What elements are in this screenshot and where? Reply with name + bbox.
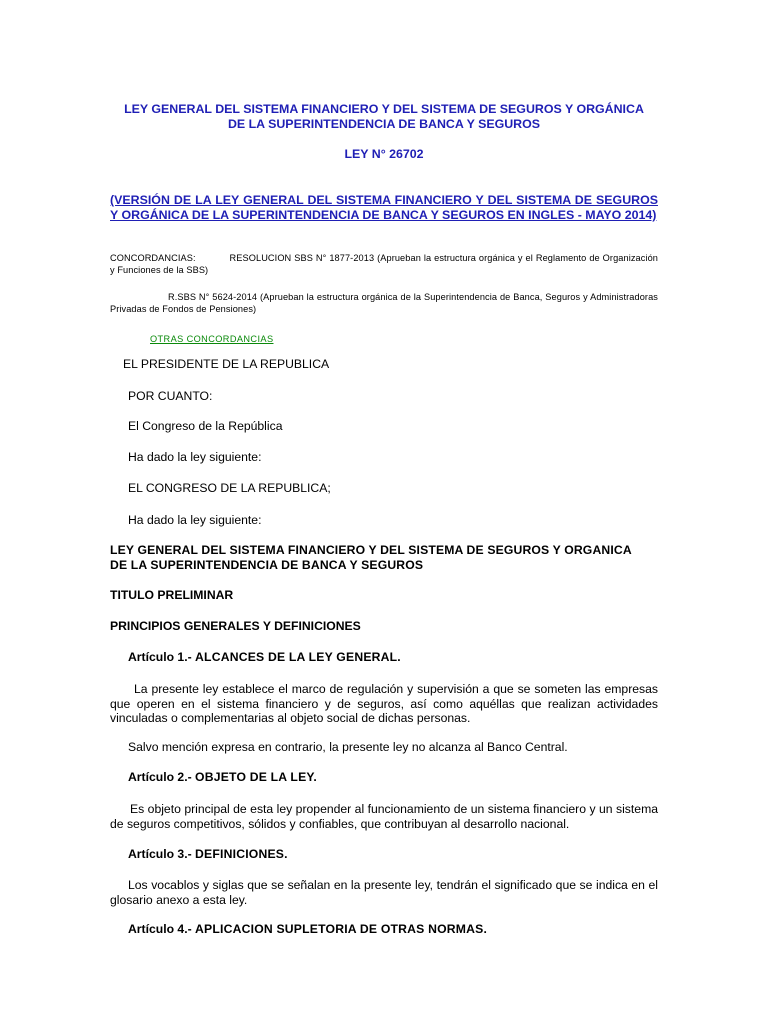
article-1-title: ALCANCES DE LA LEY GENERAL.: [195, 650, 401, 664]
article-4-heading: [128, 922, 676, 937]
law-heading-line2: DE LA SUPERINTENDENCIA DE BANCA Y SEGUROS: [110, 557, 424, 572]
article-1-paragraph-2: Salvo mención expresa en contrario, la presente ley no alcanza al Banco Central.: [128, 740, 568, 754]
concordancia-1: RESOLUCION SBS N° 1877-2013 (Aprueban la estructura orgánica y el Reglamento de Organización y Funciones de la SBS): [110, 253, 659, 275]
article-2-label: Artículo 2.-: [128, 770, 192, 784]
version-english-link[interactable]: (VERSIÓN DE LA LEY GENERAL DEL SISTEMA FINANCIERO Y DEL SISTEMA DE SEGUROS Y ORGÁNICA DE LA SUPERINTENDENCIA DE BANCA Y SEGUROS EN INGLES - MAYO 2014): [110, 193, 658, 222]
concordancia-2-block: [110, 292, 658, 315]
concordancias-block: [110, 253, 658, 276]
principios-heading: PRINCIPIOS GENERALES Y DEFINICIONES: [110, 619, 361, 633]
article-1-label: Artículo 1.-: [128, 650, 192, 664]
article-1-heading: [128, 650, 676, 665]
article-4-label: Artículo 4.-: [128, 922, 192, 936]
article-3-paragraph-1: Los vocablos y siglas que se señalan en la presente ley, tendrán el significado que se indica en el glosario anexo a esta ley.: [110, 878, 658, 907]
presidente-line: EL PRESIDENTE DE LA REPUBLICA: [123, 357, 330, 371]
concordancias-label: CONCORDANCIAS:: [110, 253, 196, 263]
document-title-line1: LEY GENERAL DEL SISTEMA FINANCIERO Y DEL SISTEMA DE SEGUROS Y ORGÁNICA: [124, 102, 644, 116]
congreso-caps: EL CONGRESO DE LA REPUBLICA;: [128, 481, 331, 495]
congreso-republica: El Congreso de la República: [128, 419, 283, 433]
article-2-title: OBJETO DE LA LEY.: [195, 770, 317, 784]
law-heading-line1: LEY GENERAL DEL SISTEMA FINANCIERO Y DEL SISTEMA DE SEGUROS Y ORGANICA: [110, 543, 632, 557]
por-cuanto: POR CUANTO:: [128, 389, 213, 403]
titulo-preliminar: TITULO PRELIMINAR: [110, 588, 234, 602]
article-2-heading: [128, 770, 676, 785]
article-4-title: APLICACION SUPLETORIA DE OTRAS NORMAS.: [195, 922, 488, 936]
article-1-paragraph-1: La presente ley establece el marco de regulación y supervisión a que se someten las empresas que operen en el sistema financiero y de seguros, así como aquéllas que realizan actividades vinculadas o complementarias al objeto social de dichas personas.: [110, 682, 658, 725]
article-3-title: DEFINICIONES.: [195, 847, 288, 861]
otras-concordancias-wrap: [150, 329, 450, 347]
document-title: [110, 102, 658, 132]
article-3-label: Artículo 3.-: [128, 847, 192, 861]
ha-dado-2: Ha dado la ley siguiente:: [128, 513, 262, 527]
law-heading: [110, 543, 658, 572]
article-3-heading: [128, 847, 676, 862]
document-title-line2: DE LA SUPERINTENDENCIA DE BANCA Y SEGUROS: [227, 117, 541, 131]
otras-concordancias-link[interactable]: OTRAS CONCORDANCIAS: [150, 334, 274, 344]
article-2-paragraph-1: Es objeto principal de esta ley propender al funcionamiento de un sistema financiero y un sistema de seguros competitivos, sólidos y confiables, que contribuyan al desarrollo nacional.: [110, 802, 658, 831]
ha-dado-1: Ha dado la ley siguiente:: [128, 450, 262, 464]
ley-number: LEY N° 26702: [344, 147, 424, 161]
concordancia-2: R.SBS N° 5624-2014 (Aprueban la estructura orgánica de la Superintendencia de Banca, Seguros y Administradoras Privadas de Fondos de Pensiones): [110, 292, 658, 314]
